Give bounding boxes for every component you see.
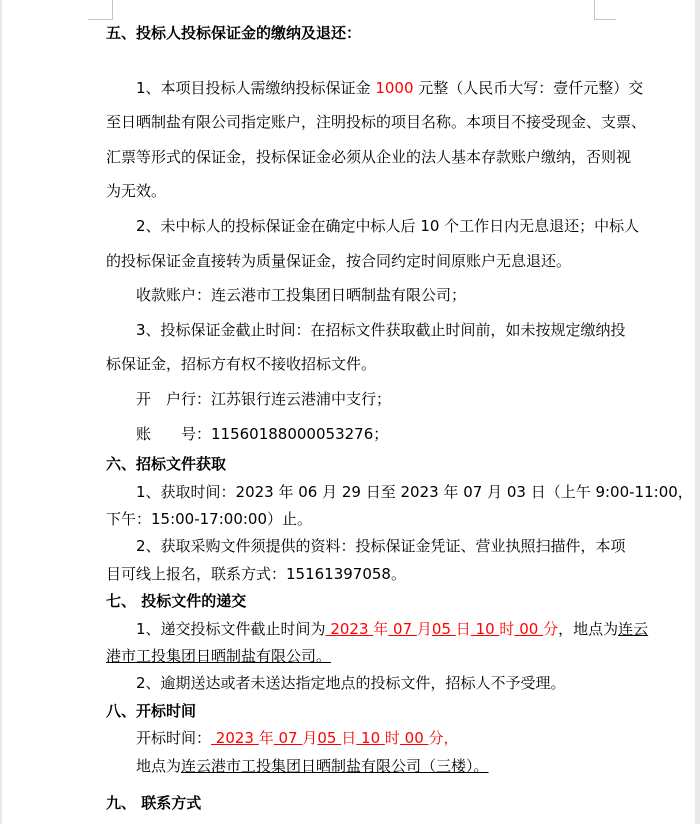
text-segment: 开标时间： <box>136 729 212 748</box>
text-line <box>106 71 672 106</box>
text-segment: 1、本项目投标人需缴纳投标保证金 <box>136 78 376 97</box>
text-segment-redu: 2023 <box>211 729 259 748</box>
text-segment: 汇票等形式的保证金，投标保证金必须从企业的法人基本存款账户缴纳，否则视 <box>106 147 632 166</box>
section-bid-deposit <box>106 16 672 451</box>
text-line <box>106 278 672 313</box>
text-line <box>106 533 672 560</box>
text-line <box>106 479 693 506</box>
text-line <box>106 561 672 588</box>
text-line <box>106 209 672 244</box>
text-segment: 的投标保证金直接转为质量保证金，按合同约定时间原账户无息退还。 <box>106 251 572 270</box>
document-page <box>2 0 695 824</box>
text-segment-red: 日 <box>455 619 471 638</box>
section-heading <box>106 698 672 725</box>
text-segment-redu: 07 <box>273 729 303 748</box>
text-line <box>106 670 672 697</box>
text-segment-u: 连云港市工投集团日晒制盐有限公司（三楼）。 <box>181 756 489 775</box>
text-segment: 地点为 <box>136 756 182 775</box>
document-content <box>106 16 693 817</box>
text-segment: 2、逾期送达或者未送达指定地点的投标文件，招标人不予受理。 <box>136 674 566 693</box>
text-segment: 收款账户：连云港市工投集团日晒制盐有限公司； <box>136 286 467 305</box>
text-segment-red: 时 <box>499 619 515 638</box>
text-segment: 下午：15:00-17:00:00）止。 <box>106 509 313 528</box>
text-segment: 元整（人民币大写：壹仟元整）交 <box>413 78 644 97</box>
text-line <box>106 506 672 533</box>
text-segment: 五、投标人投标保证金的缴纳及退还： <box>106 24 362 42</box>
text-segment: 至日晒制盐有限公司指定账户，注明投标的项目名称。本项目不接受现金、支票、 <box>106 113 647 132</box>
text-segment-redu: 00 <box>399 729 429 748</box>
text-segment: 1、递交投标文件截止时间为 <box>136 619 326 638</box>
text-segment: 开 户行：江苏银行连云港浦中支行； <box>136 389 392 408</box>
text-segment-red: 年 <box>258 729 274 748</box>
text-line <box>106 725 672 752</box>
text-segment: 六、招标文件获取 <box>106 455 227 474</box>
text-segment-redu: 00 <box>514 619 544 638</box>
text-line <box>106 347 672 382</box>
text-segment: 账 号：11560188000053276； <box>136 424 389 443</box>
text-segment: 七、 投标文件的递交 <box>106 592 247 611</box>
text-line <box>106 382 672 417</box>
section-heading <box>106 790 672 817</box>
text-line <box>106 417 672 452</box>
text-segment: 1、获取时间：2023 年 06 月 29 日至 2023 年 07 月 03 日（上午 9:00-11:00， <box>136 482 693 501</box>
text-line <box>106 616 672 643</box>
text-segment-red: 分 <box>543 619 559 638</box>
text-line <box>106 753 672 780</box>
text-segment: 3、投标保证金截止时间：在招标文件获取截止时间前，如未按规定缴纳投 <box>136 320 626 339</box>
text-segment-red: 日 <box>341 729 357 748</box>
text-segment: 2、未中标人的投标保证金在确定中标人后 10 个工作日内无息退还；中标人 <box>136 216 640 235</box>
text-segment-redu: 10 <box>470 619 500 638</box>
text-segment-redu: 10 <box>356 729 385 748</box>
text-segment-u: 连云 <box>618 619 649 638</box>
text-segment: 九、 联系方式 <box>106 794 202 812</box>
text-segment-red: 时 <box>384 729 400 748</box>
section-heading <box>106 451 672 478</box>
text-segment-redu: 05 <box>317 729 342 748</box>
text-segment-redu: 07 <box>388 619 417 638</box>
text-segment-u: 港市工投集团日晒制盐有限公司。 <box>106 646 332 665</box>
section-heading <box>106 16 672 51</box>
text-segment: ，地点为 <box>558 619 619 638</box>
text-line <box>106 643 672 670</box>
text-line <box>106 140 672 175</box>
text-line <box>106 105 672 140</box>
text-segment: 目可线上报名，联系方式：15161397058。 <box>106 564 406 583</box>
text-segment-red: 年 <box>373 619 389 638</box>
text-segment-red: 1000 <box>375 78 414 97</box>
sections-6-to-9 <box>106 451 693 817</box>
text-line <box>106 174 672 209</box>
text-segment-red: 月 <box>416 619 432 638</box>
text-segment-redu: 05 <box>431 619 456 638</box>
text-segment: 八、开标时间 <box>106 701 197 720</box>
text-segment: 2、获取采购文件须提供的资料：投标保证金凭证、营业执照扫描件，本项 <box>136 537 626 556</box>
section-heading <box>106 588 672 615</box>
text-segment-red: 月 <box>302 729 318 748</box>
text-segment: 为无效。 <box>106 182 167 201</box>
text-line <box>106 313 672 348</box>
text-segment: 标保证金，招标方有权不接收招标文件。 <box>106 355 377 374</box>
text-segment-red: 分， <box>428 729 459 748</box>
text-segment-redu: 2023 <box>325 619 374 638</box>
text-line <box>106 244 672 279</box>
